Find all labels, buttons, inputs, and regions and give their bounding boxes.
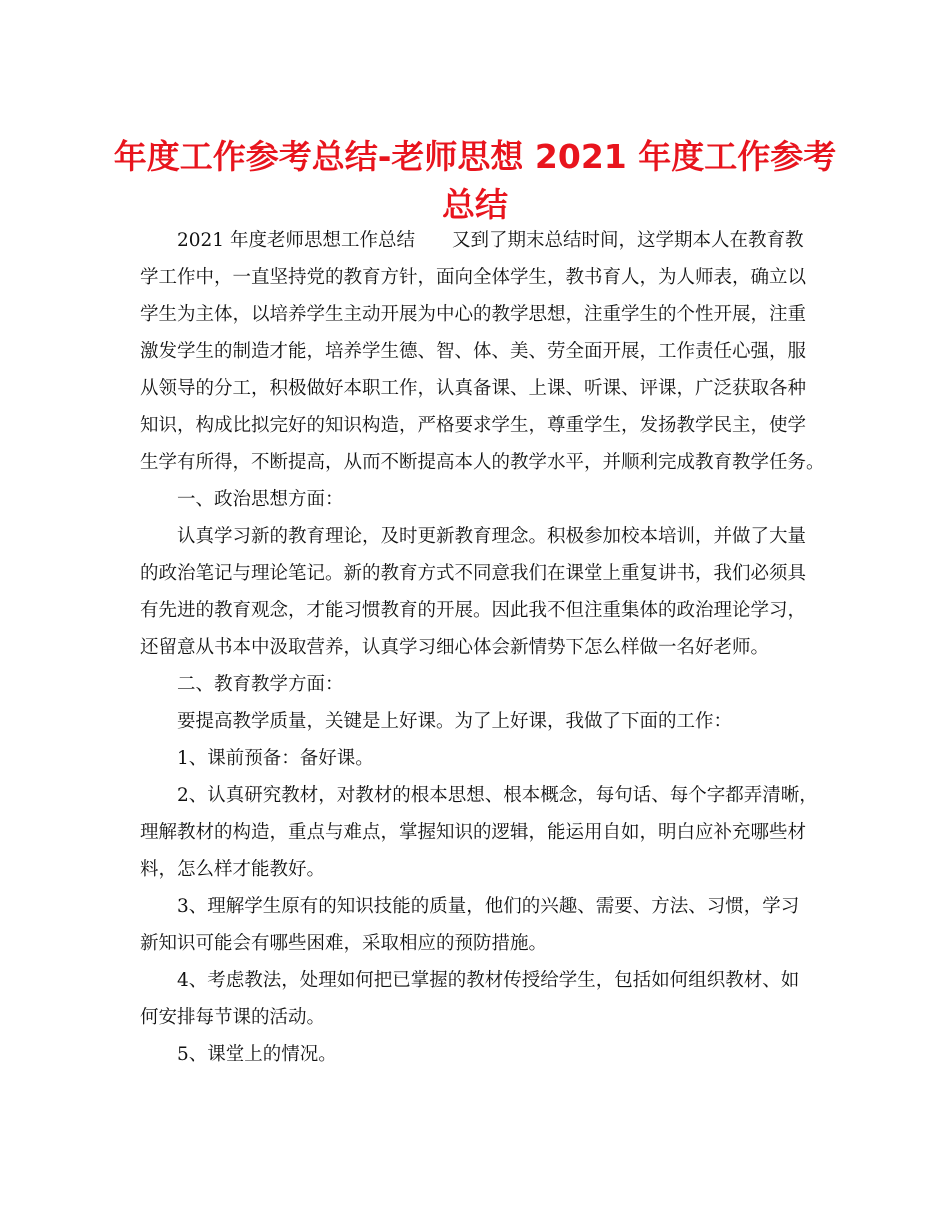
text-line: 有先进的教育观念，才能习惯教育的开展。因此我不但注重集体的政治理论学习， [140,600,807,621]
paragraph-politics [140,518,840,666]
text-line: 3、理解学生原有的知识技能的质量，他们的兴趣、需要、方法、习惯，学习 [177,896,800,917]
text-line: 学工作中，一直坚持党的教育方针，面向全体学生，教书育人，为人师表，确立以 [140,267,807,288]
title-line-2: 总结 [442,185,508,224]
document-title [100,133,850,229]
text-line: 要提高教学质量，关键是上好课。为了上好课，我做了下面的工作： [177,711,733,732]
text-line: 还留意从书本中汲取营养，认真学习细心体会新情势下怎么样做一名好老师。 [140,637,770,658]
paragraph-teaching-intro [140,703,840,740]
list-item-1 [140,740,840,777]
text-line: 1、课前预备：备好课。 [177,748,374,769]
text-line: 新知识可能会有哪些困难，采取相应的预防措施。 [140,933,548,954]
text-line: 2021 年度老师思想工作总结 又到了期末总结时间，这学期本人在教育教 [177,230,804,251]
text-line: 生学有所得，不断提高，从而不断提高本人的教学水平，并顺利完成教育教学任务。 [140,452,825,473]
text-line: 料，怎么样才能教好。 [140,859,326,880]
text-line: 从领导的分工，积极做好本职工作，认真备课、上课、听课、评课，广泛获取各种 [140,378,807,399]
text-line: 的政治笔记与理论笔记。新的教育方式不同意我们在课堂上重复讲书，我们必须具 [140,563,807,584]
list-item-4 [140,962,840,1036]
text-line: 一、政治思想方面： [177,489,344,510]
title-line-1: 年度工作参考总结-老师思想 2021 年度工作参考 [113,137,837,176]
text-line: 学生为主体，以培养学生主动开展为中心的教学思想，注重学生的个性开展，注重 [140,304,807,325]
section-heading-politics [140,481,840,518]
text-line: 激发学生的制造才能，培养学生德、智、体、美、劳全面开展，工作责任心强，服 [140,341,807,362]
section-heading-teaching [140,666,840,703]
document-body [140,222,840,1073]
text-line: 理解教材的构造，重点与难点，掌握知识的逻辑，能运用自如，明白应补充哪些材 [140,822,807,843]
text-line: 知识，构成比拟完好的知识构造，严格要求学生，尊重学生，发扬教学民主，使学 [140,415,807,436]
text-line: 4、考虑教法，处理如何把已掌握的教材传授给学生，包括如何组织教材、如 [177,970,800,991]
paragraph-intro [140,222,840,481]
text-line: 二、教育教学方面： [177,674,344,695]
text-line: 5、课堂上的情况。 [177,1044,337,1065]
list-item-3 [140,888,840,962]
list-item-2 [140,777,840,888]
text-line: 认真学习新的教育理论，及时更新教育理念。积极参加校本培训，并做了大量 [177,526,807,547]
text-line: 2、认真研究教材，对教材的根本思想、根本概念，每句话、每个字都弄清晰， [177,785,818,806]
list-item-5 [140,1036,840,1073]
text-line: 何安排每节课的活动。 [140,1007,326,1028]
